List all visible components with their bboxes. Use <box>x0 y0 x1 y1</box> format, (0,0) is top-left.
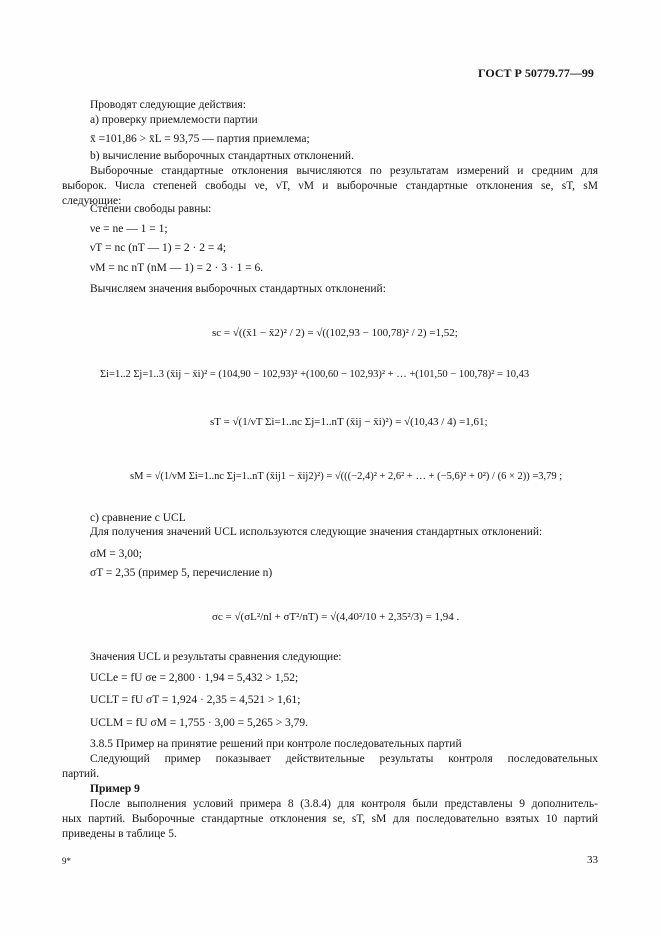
page-number: 33 <box>587 854 598 866</box>
formula-ucl-m: UCLM = fU σM = 1,755 · 3,00 = 5,265 > 3,79. <box>90 717 309 729</box>
paragraph-ucl-values: Для получения значений UCL используются следующие значения стандартных отклонений: <box>90 526 543 538</box>
formula-nu-m: νМ = nc nТ (nМ — 1) = 2 · 3 · 1 = 6. <box>90 262 264 274</box>
paragraph-std-deviations: b) вычисление выборочных стандартных отклонений. <box>90 150 354 162</box>
paragraph-actions-intro: Проводят следующие действия: <box>90 99 246 111</box>
paragraph-std-explanation-line1: Выборочные стандартные отклонения вычисляются по результатам измерений и средним для <box>90 165 598 177</box>
formula-sigma-m: σM = 3,00; <box>90 548 142 560</box>
formula-ucl-e: UCLe = fU σe = 2,800 · 1,94 = 5,432 > 1,52; <box>90 672 299 684</box>
paragraph-acceptability-check: а) проверку приемлемости партии <box>90 114 258 126</box>
paragraph-example-9-line1: После выполнения условий примера 8 (3.8.4) для контроля были представлены 9 дополнитель- <box>90 798 598 810</box>
document-header: ГОСТ Р 50779.77—99 <box>478 66 594 80</box>
formula-sum-squares: Σi=1..2 Σj=1..3 (x̄ij − x̄i)² = (104,90 − 102,93)² +(100,60 − 102,93)² + … +(101,50 − 100,78)² = 10,43 <box>100 369 530 380</box>
paragraph-ucl-comparison: с) сравнение с UCL <box>90 512 186 524</box>
formula-sigma-t: σT = 2,35 (пример 5, перечисление n) <box>90 567 273 579</box>
paragraph-compute-std: Вычисляем значения выборочных стандартных отклонений: <box>90 283 386 295</box>
footer-signature-mark: 9* <box>62 856 71 866</box>
example-9-heading: Пример 9 <box>90 783 140 795</box>
paragraph-degrees-freedom: Степени свободы равны: <box>90 203 212 215</box>
paragraph-example-intro-line1: Следующий пример показывает действительные результаты контроля последовательных <box>90 753 598 765</box>
formula-s-t: sT = √(1/νT Σi=1..nc Σj=1..nT (x̄ij − x̄i)²) = √(10,43 / 4) =1,61; <box>210 416 488 428</box>
formula-sigma-c: σc = √(σL²/nl + σT²/nT) = √(4,40²/10 + 2,35²/3) = 1,94 . <box>212 611 460 623</box>
formula-nu-t: νТ = nc (nТ — 1) = 2 · 2 = 4; <box>90 242 227 254</box>
formula-acceptance: x̄ =101,86 > x̄L = 93,75 — партия приемлема; <box>90 133 310 145</box>
paragraph-example-9-line2: ных партий. Выборочные стандартные отклонения sе, sТ, sМ для последовательно взятых 10 партий <box>62 813 598 825</box>
formula-ucl-t: UCLT = fU σT = 1,924 · 2,35 = 4,521 > 1,61; <box>90 694 301 706</box>
paragraph-std-explanation-line2: выборок. Числа степеней свободы νе, νT, νМ и выборочные стандартные отклонения sе, sТ, sМ <box>62 180 598 192</box>
paragraph-example-intro-line2: партий. <box>62 768 100 780</box>
formula-s-c: sc = √((x̄1 − x̄2)² / 2) = √((102,93 − 100,78)² / 2) =1,52; <box>212 327 458 339</box>
formula-nu-e: νe = ne — 1 = 1; <box>90 223 168 235</box>
section-heading-3-8-5: 3.8.5 Пример на принятие решений при контроле последовательных партий <box>90 738 462 750</box>
paragraph-ucl-results: Значения UCL и результаты сравнения следующие: <box>90 651 342 663</box>
paragraph-example-9-line3: приведены в таблице 5. <box>62 828 177 840</box>
paragraph-std-explanation-line3: следующие: <box>62 195 122 207</box>
formula-s-m: sM = √(1/νM Σi=1..nc Σj=1..nT (x̄ij1 − x̄ij2)²) = √(((−2,4)² + 2,6² + … + (−5,6)² + 0²) / (6 × 2)) =3,79 ; <box>130 471 563 482</box>
